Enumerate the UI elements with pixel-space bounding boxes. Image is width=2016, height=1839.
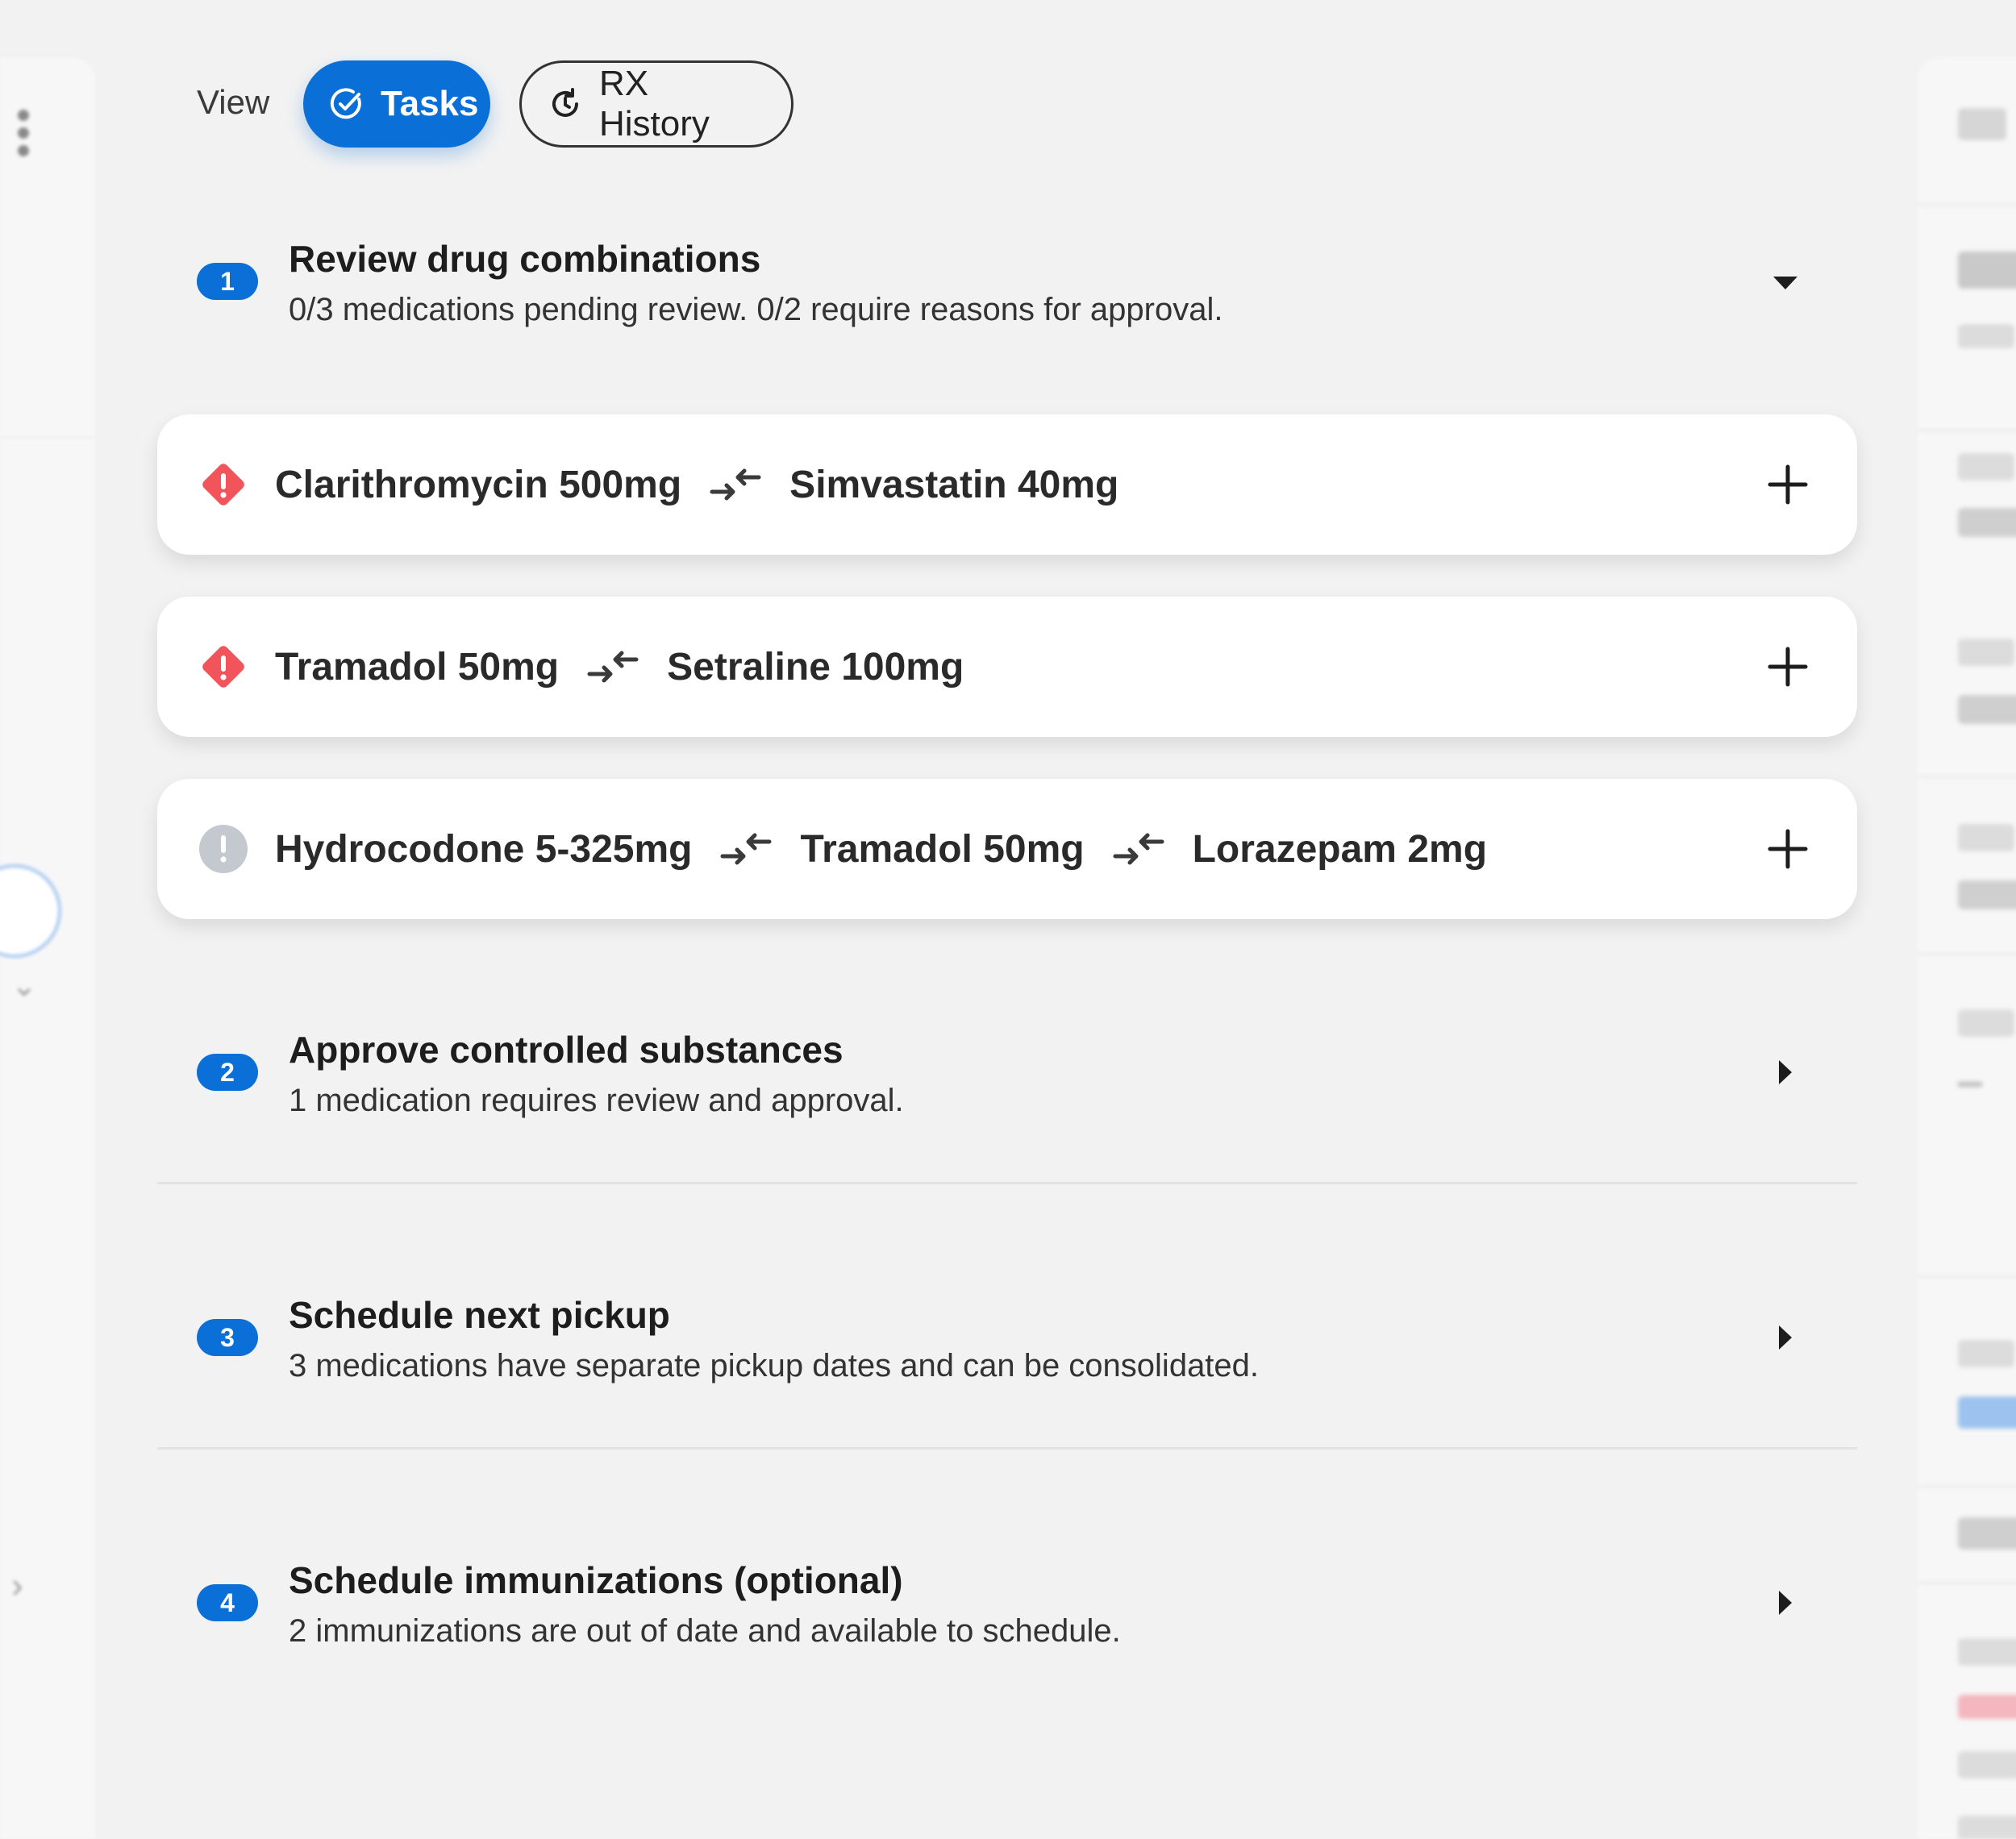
- blurred-text: [1958, 108, 2006, 140]
- task-number-badge: 3: [197, 1319, 258, 1356]
- caret-down-icon[interactable]: [1773, 277, 1797, 289]
- interaction-arrows-icon: [709, 464, 762, 505]
- caret-right-icon[interactable]: [1779, 1060, 1792, 1084]
- panel-divider: [1918, 1275, 2016, 1278]
- blurred-text: [1958, 824, 2014, 851]
- drug-combination-card[interactable]: [157, 779, 1857, 919]
- task-title: Approve controlled substances: [289, 1029, 843, 1071]
- rx-history-tab-button[interactable]: [519, 60, 793, 148]
- blurred-text: [1958, 508, 2016, 537]
- task-number-badge: 1: [197, 263, 258, 300]
- blurred-text: [1958, 1751, 2016, 1779]
- blurred-text: [1958, 695, 2016, 724]
- alert-circle-icon: [198, 823, 249, 875]
- drug-name: Hydrocodone 5-325mg: [275, 827, 693, 871]
- drug-name: Clarithromycin 500mg: [275, 463, 682, 506]
- blurred-text: [1958, 880, 2016, 909]
- blurred-text: [1958, 1009, 2014, 1037]
- check-circle-icon: [329, 86, 364, 122]
- task-subtitle: 1 medication requires review and approval.: [289, 1083, 904, 1118]
- left-side-panel: [0, 58, 95, 1839]
- task-title: Schedule next pickup: [289, 1294, 670, 1336]
- task-schedule-next-pickup[interactable]: [197, 1290, 1858, 1395]
- drug-name: Tramadol 50mg: [800, 827, 1085, 871]
- right-side-panel: [1918, 58, 2016, 1839]
- task-divider: [157, 1182, 1857, 1184]
- alert-diamond-icon: [198, 641, 249, 693]
- expand-plus-icon[interactable]: [1760, 639, 1815, 694]
- blurred-text: [1958, 453, 2014, 481]
- task-title: Schedule immunizations (optional): [289, 1559, 903, 1601]
- task-subtitle: 2 immunizations are out of date and available to schedule.: [289, 1613, 1121, 1649]
- interaction-arrows-icon: [586, 647, 639, 687]
- drug-name: Setraline 100mg: [667, 645, 964, 689]
- task-divider: [157, 1447, 1857, 1450]
- blurred-text: [1958, 252, 2016, 289]
- expand-plus-icon[interactable]: [1760, 822, 1815, 876]
- blurred-text: [1958, 1638, 2016, 1666]
- panel-divider: [1918, 776, 2016, 778]
- task-review-drug-combinations[interactable]: [197, 234, 1858, 339]
- interaction-arrows-icon: [1112, 829, 1165, 869]
- drug-name: Tramadol 50mg: [275, 645, 560, 689]
- blurred-link: [1958, 1396, 2016, 1429]
- drug-name: Simvastatin 40mg: [789, 463, 1119, 506]
- drug-combination-card[interactable]: [157, 414, 1857, 555]
- tasks-tab-button[interactable]: [303, 60, 490, 148]
- task-number-badge: 2: [197, 1054, 258, 1091]
- blurred-text: [1958, 1517, 2016, 1550]
- rx-history-tab-label: RX History: [599, 64, 710, 144]
- drug-name: Lorazepam 2mg: [1192, 827, 1488, 871]
- panel-divider: [1918, 203, 2016, 206]
- interaction-arrows-icon: [719, 829, 773, 869]
- blurred-text: [1958, 1082, 1982, 1087]
- task-subtitle: 0/3 medications pending review. 0/2 require reasons for approval.: [289, 292, 1223, 327]
- blurred-text: [1958, 324, 2014, 348]
- caret-right-icon[interactable]: [1779, 1591, 1792, 1615]
- panel-divider: [1918, 429, 2016, 431]
- task-title: Review drug combinations: [289, 238, 761, 280]
- task-approve-controlled-substances[interactable]: [197, 1025, 1858, 1130]
- tasks-tab-label: Tasks: [381, 84, 479, 123]
- blurred-text: [1958, 1816, 2016, 1839]
- caret-right-icon[interactable]: [1779, 1325, 1792, 1350]
- panel-circle-button[interactable]: [0, 864, 61, 958]
- task-subtitle: 3 medications have separate pickup dates and can be consolidated.: [289, 1348, 1260, 1383]
- chevron-right-icon[interactable]: ›: [11, 1566, 23, 1605]
- task-number-badge: 4: [197, 1584, 258, 1621]
- view-label: View: [197, 83, 270, 121]
- panel-divider: [1918, 953, 2016, 955]
- drug-combination-card[interactable]: [157, 597, 1857, 737]
- more-options-icon[interactable]: [18, 110, 32, 158]
- history-icon: [548, 86, 583, 122]
- alert-diamond-icon: [198, 459, 249, 510]
- blurred-text: [1958, 639, 2014, 666]
- expand-plus-icon[interactable]: [1760, 457, 1815, 512]
- blurred-text: [1958, 1340, 2014, 1367]
- blurred-text: [1958, 1695, 2016, 1719]
- task-schedule-immunizations[interactable]: [197, 1555, 1858, 1660]
- chevron-down-icon[interactable]: ⌄: [11, 969, 37, 1003]
- panel-divider: [1918, 1582, 2016, 1584]
- panel-divider: [0, 437, 95, 439]
- panel-divider: [1918, 1485, 2016, 1487]
